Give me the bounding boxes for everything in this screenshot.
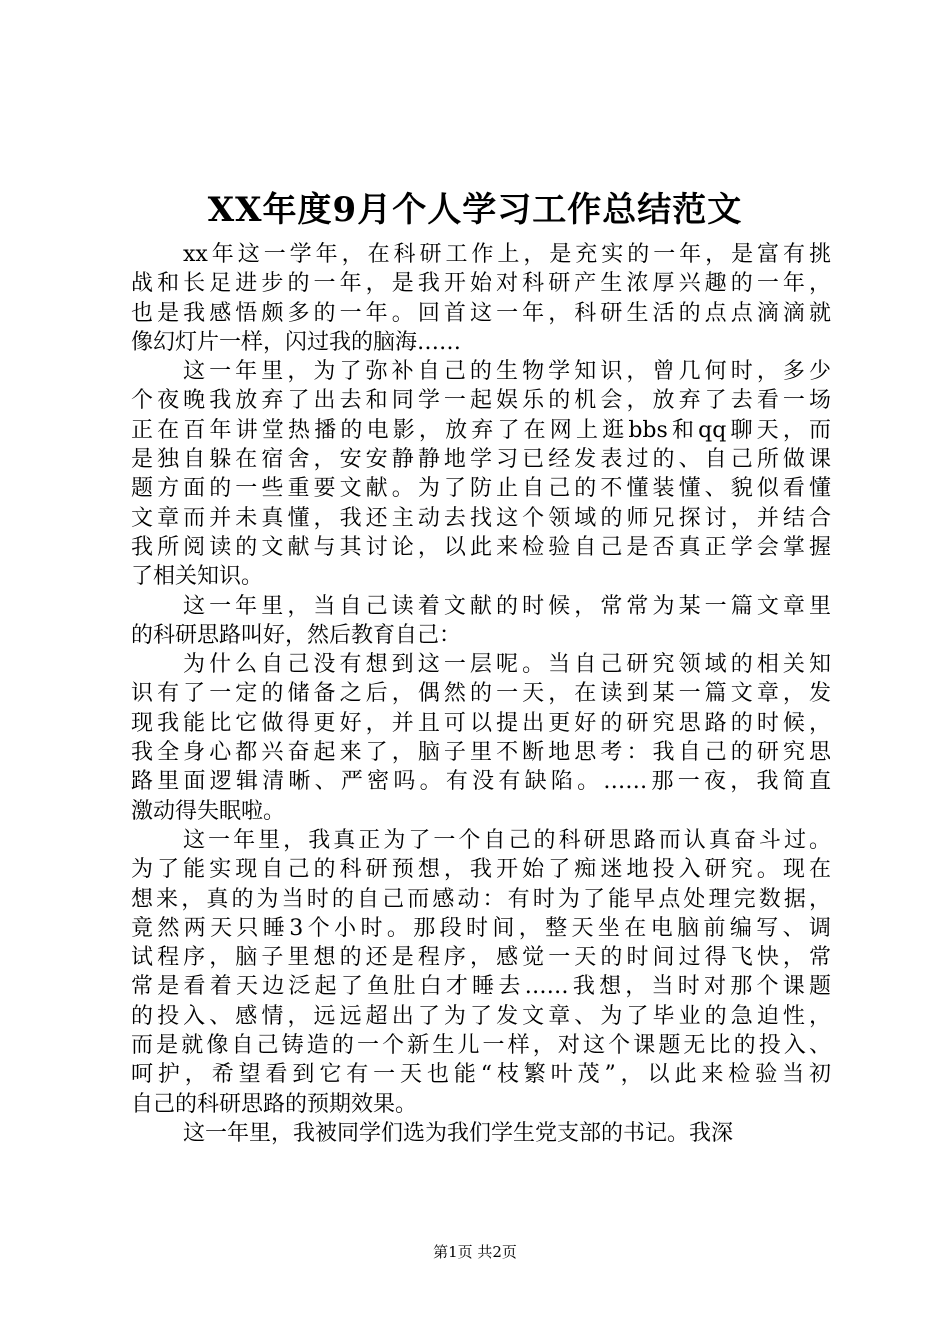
document-title: XX年度9月个人学习工作总结范文 [207,190,743,230]
text-line: 为什么自己没有想到这一层呢。当自己研究领域的相关知 [183,652,831,678]
text-line: 激动得失眠啦。 [131,798,286,824]
text-line: 这一年里，当自己读着文献的时候，常常为某一篇文章里 [183,593,831,619]
text-line: 这一年里，为了弥补自己的生物学知识，曾几何时，多少 [183,359,831,385]
text-line: 我全身心都兴奋起来了，脑子里不断地思考：我自己的研究思 [131,740,831,766]
text-line: 像幻灯片一样，闪过我的脑海…… [131,329,462,355]
text-line: 我所阅读的文献与其讨论，以此来检验自己是否真正学会掌握 [131,534,831,560]
text-line: 了相关知识。 [131,564,264,590]
page-footer: 第1页 共2页 [433,1243,517,1261]
text-line: 的投入、感情，远远超出了为了发文章、为了毕业的急迫性， [131,1003,831,1029]
text-line: 这一年里，我被同学们选为我们学生党支部的书记。我深 [183,1120,734,1146]
text-line: 题方面的一些重要文献。为了防止自己的不懂装懂、貌似看懂 [131,476,831,502]
text-line: 识有了一定的储备之后，偶然的一天，在读到某一篇文章，发 [131,681,831,707]
text-line: 也是我感悟颇多的一年。回首这一年，科研生活的点点滴滴就 [131,300,831,326]
text-line: 文章而并未真懂，我还主动去找这个领域的师兄探讨，并结合 [131,505,831,531]
text-line: 常是看着天边泛起了鱼肚白才睡去……我想，当时对那个课题 [131,974,831,1000]
text-line: 为了能实现自己的科研预想，我开始了痴迷地投入研究。现在 [131,857,831,883]
text-line: 想来，真的为当时的自己而感动：有时为了能早点处理完数据， [131,886,831,912]
text-line: 个夜晚我放弃了出去和同学一起娱乐的机会，放弃了去看一场 [131,388,831,414]
text-line: xx年这一学年，在科研工作上，是充实的一年，是富有挑 [183,242,831,267]
text-line: 战和长足进步的一年，是我开始对科研产生浓厚兴趣的一年， [131,271,831,297]
text-line: 而是就像自己铸造的一个新生儿一样，对这个课题无比的投入、 [131,1033,831,1059]
document-body [131,240,831,1148]
text-line: 正在百年讲堂热播的电影，放弃了在网上逛bbs和qq聊天，而 [131,417,831,443]
text-line: 是独自躲在宿舍，安安静静地学习已经发表过的、自己所做课 [131,447,831,473]
text-line: 自己的科研思路的预期效果。 [131,1091,418,1117]
text-line: 这一年里，我真正为了一个自己的科研思路而认真奋斗过。 [183,827,831,853]
text-line: 的科研思路叫好，然后教育自己： [131,622,462,648]
text-line: 路里面逻辑清晰、严密吗。有没有缺陷。……那一夜，我简直 [131,769,831,795]
text-line: 现我能比它做得更好，并且可以提出更好的研究思路的时候， [131,710,831,736]
text-line: 试程序，脑子里想的还是程序，感觉一天的时间过得飞快，常 [131,945,831,971]
text-line: 竟然两天只睡3个小时。那段时间，整天坐在电脑前编写、调 [131,915,831,941]
text-line: 呵护，希望看到它有一天也能“枝繁叶茂”，以此来检验当初 [131,1062,831,1088]
